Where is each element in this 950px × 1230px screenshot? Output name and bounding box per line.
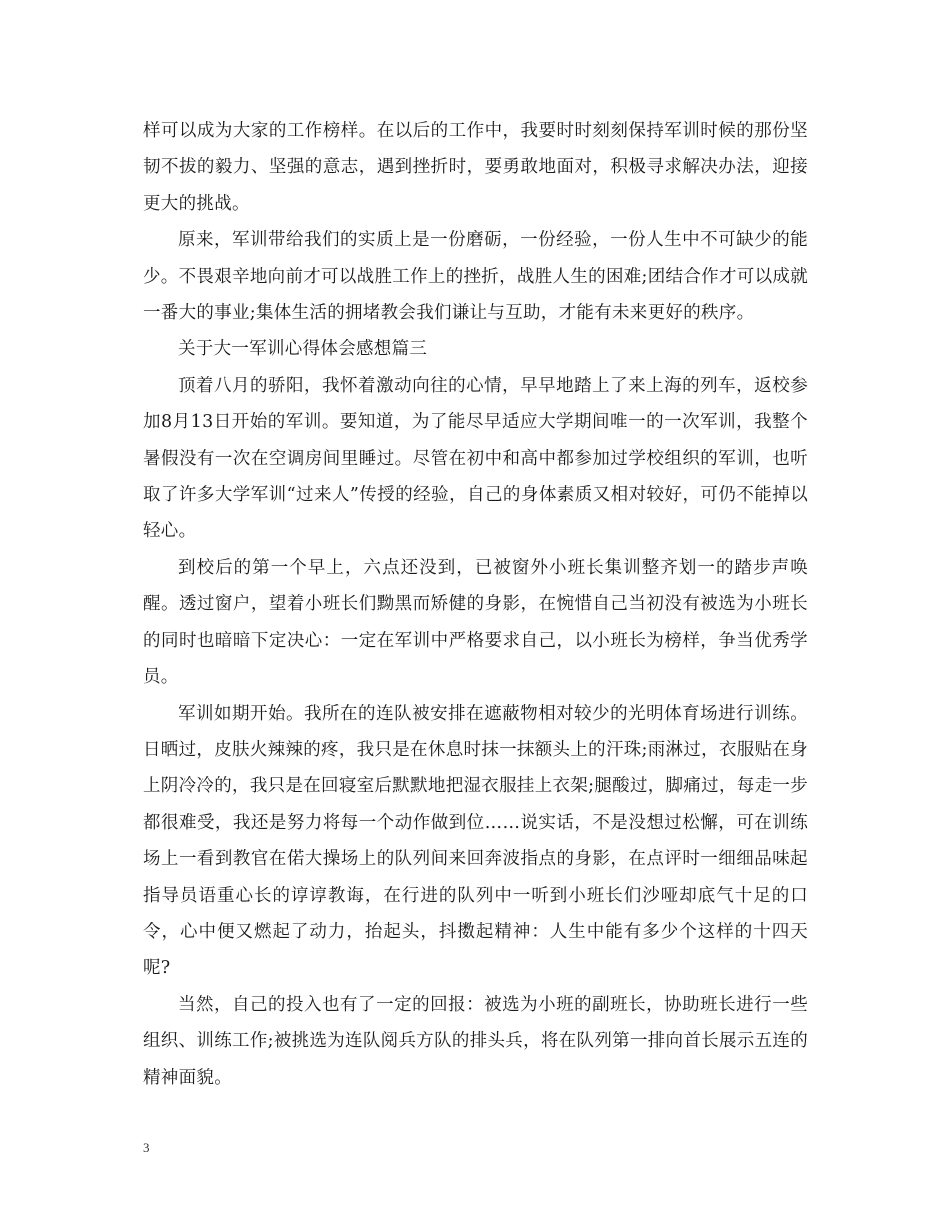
- paragraph-5: 军训如期开始。我所在的连队被安排在遮蔽物相对较少的光明体育场进行训练。日晒过，皮肤火辣辣的疼，我只是在休息时抹一抹额头上的汗珠;雨淋过，衣服贴在身上阴冷冷的，我只是在回寝室后默默地把湿衣服挂上衣架;腿酸过，脚痛过，每走一步都很难受，我还是努力将每一个动作做到位……说实话，不是没想过松懈，可在训练场上一看到教官在偌大操场上的队列间来回奔波指点的身影，在点评时一细细品味起指导员语重心长的谆谆教诲，在行进的队列中一听到小班长们沙哑却底气十足的口令，心中便又燃起了动力，抬起头，抖擞起精神：人生中能有多少个这样的十四天呢?: [143, 703, 808, 979]
- paragraph-1: 样可以成为大家的工作榜样。在以后的工作中，我要时时刻刻保持军训时候的那份坚韧不拔的毅力、坚强的意志，遇到挫折时，要勇敢地面对，积极寻求解决办法，迎接更大的挑战。: [143, 121, 808, 214]
- paragraph-6: 当然，自己的投入也有了一定的回报：被选为小班的副班长，协助班长进行一些组织、训练工作;被挑选为连队阅兵方队的排头兵，将在队列第一排向首长展示五连的精神面貌。: [143, 994, 808, 1088]
- paragraph-3: 顶着八月的骄阳，我怀着激动向往的心情，早早地踏上了来上海的列车，返校参加8月13日开始的军训。要知道，为了能尽早适应大学期间唯一的一次军训，我整个暑假没有一次在空调房间里睡过。尽管在初中和高中都参加过学校组织的军训，也听取了许多大学军训“过来人”传授的经验，自己的身体素质又相对较好，可仍不能掉以轻心。: [143, 375, 808, 542]
- paragraph-2: 原来，军训带给我们的实质上是一份磨砺，一份经验，一份人生中不可缺少的能少。不畏艰辛地向前才可以战胜工作上的挫折，战胜人生的困难;团结合作才可以成就一番大的事业;集体生活的拥堵教会我们谦让与互助，才能有未来更好的秩序。: [143, 230, 808, 324]
- paragraph-4: 到校后的第一个早上，六点还没到，已被窗外小班长集训整齐划一的踏步声唤醒。透过窗户，望着小班长们黝黑而矫健的身影，在惋惜自己当初没有被选为小班长的同时也暗暗下定决心：一定在军训中严格要求自己，以小班长为榜样，争当优秀学员。: [143, 557, 808, 688]
- document-body: [143, 113, 808, 1096]
- section-heading: 关于大一军训心得体会感想篇三: [178, 339, 428, 360]
- page-number: 3: [143, 1140, 150, 1155]
